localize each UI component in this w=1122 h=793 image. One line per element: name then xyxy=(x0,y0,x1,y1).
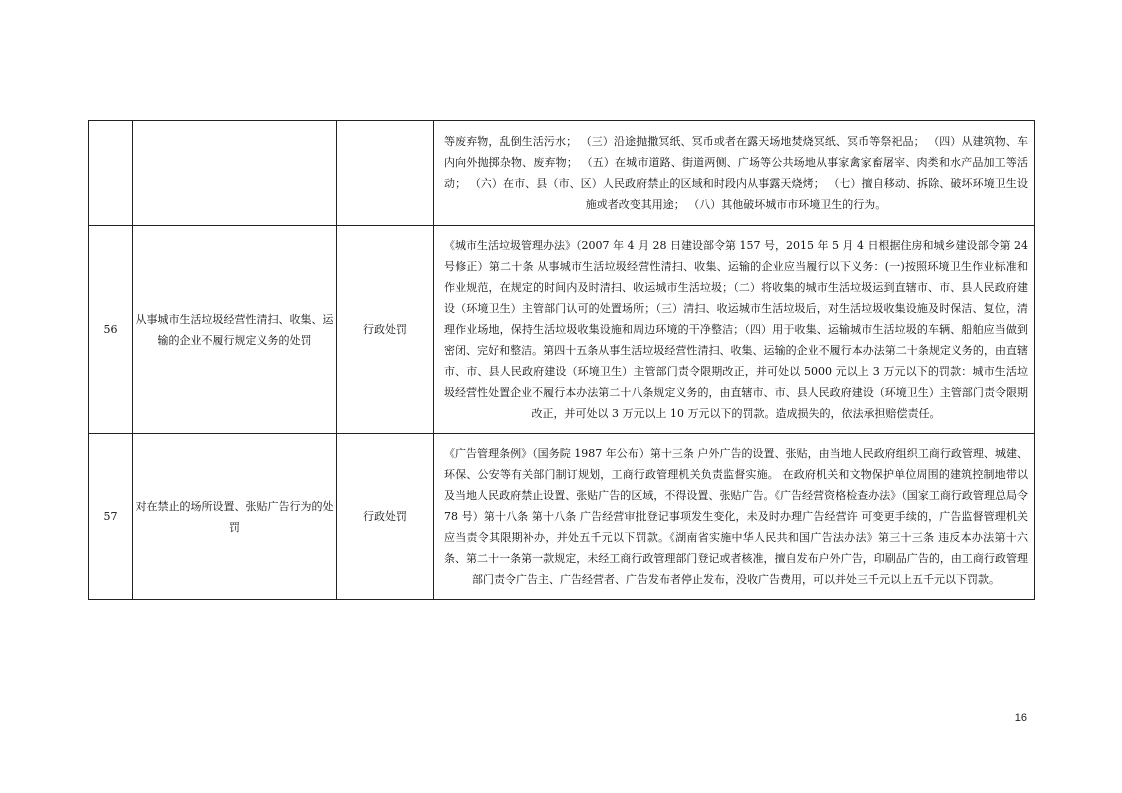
regulation-table xyxy=(88,120,1035,600)
page-number: 16 xyxy=(1014,712,1027,724)
legal-basis-text: 《广告管理条例》（国务院 1987 年公布）第十三条 户外广告的设置、张贴，由当地人民政府组织工商行政管理、城建、环保、公安等有关部门制订规划，工商行政管理机关负责监督实施。 在政府机关和文物保护单位周围的建筑控制地带以及当地人民政府禁止设置、张贴广告的区域，不得设置、张贴广告。《广告经营资格检查办法》（国家工商行政管理总局令 78 号）第十八条 第十八条 广告经营审批登记事项发生变化，未及时办理广告经营许 可变更手续的，广告监督管理机关应当责令其限期补办，并处五千元以下罚款。《湖南省实施中华人民共和国广告法办法》第三十三条 违反本办法第十六条、第二十一条第一款规定，未经工商行政管理部门登记或者核准，擅自发布户外广告，印刷品广告的，由工商行政管理部门责令广告主、广告经营者、广告发布者停止发布，没收广告费用，可以并处三千元以上五千元以下罚款。 xyxy=(444,447,1028,586)
row-number: 57 xyxy=(89,434,133,600)
item-name: 从事城市生活垃圾经营性清扫、收集、运输的企业不履行规定义务的处罚 xyxy=(133,226,337,434)
table-row xyxy=(89,121,1035,226)
item-type xyxy=(337,121,434,226)
legal-basis-cell xyxy=(434,434,1035,600)
table-row xyxy=(89,434,1035,600)
item-type: 行政处罚 xyxy=(337,434,434,600)
legal-basis-cell xyxy=(434,121,1035,226)
legal-basis-text: 等废弃物，乱倒生活污水； （三）沿途抛撒冥纸、冥币或者在露天场地焚烧冥纸、冥币等祭祀品； （四）从建筑物、车内向外抛掷杂物、废弃物； （五）在城市道路、街道两侧、广场等公共场地从事家禽家畜屠宰、肉类和水产品加工等活动； （六）在市、县（市、区）人民政府禁止的区域和时段内从事露天烧烤； （七）擅自移动、拆除、破坏环境卫生设施或者改变其用途； （八）其他破坏城市市环境卫生的行为。 xyxy=(444,135,1028,211)
item-name xyxy=(133,121,337,226)
item-type: 行政处罚 xyxy=(337,226,434,434)
legal-basis-text: 《城市生活垃圾管理办法》（2007 年 4 月 28 日建设部令第 157 号，2015 年 5 月 4 日根据住房和城乡建设部令第 24 号修正）第二十条 从事城市生活垃圾经营性清扫、收集、运输的企业应当履行以下义务：(一)按照环境卫生作业标准和作业规范，在规定的时间内及时清扫、收运城市生活垃圾；（二）将收集的城市生活垃圾运到直辖市、市、县人民政府建设（环境卫生）主管部门认可的处置场所；（三）清扫、收运城市生活垃圾后，对生活垃圾收集设施及时保洁、复位，清理作业场地，保持生活垃圾收集设施和周边环境的干净整洁；（四）用于收集、运输城市生活垃圾的车辆、船舶应当做到密闭、完好和整洁。第四十五条从事生活垃圾经营性清扫、收集、运输的企业不履行本办法第二十条规定义务的，由直辖市、市、县人民政府建设（环境卫生）主管部门责令限期改正，并可处以 5000 元以上 3 万元以下的罚款：城市生活垃圾经营性处置企业不履行本办法第二十八条规定义务的，由直辖市、市、县人民政府建设（环境卫生）主管部门责令限期改正，并可处以 3 万元以上 10 万元以下的罚款。造成损失的，依法承担赔偿责任。 xyxy=(444,239,1028,420)
item-name: 对在禁止的场所设置、张贴广告行为的处罚 xyxy=(133,434,337,600)
row-number: 56 xyxy=(89,226,133,434)
table-row xyxy=(89,226,1035,434)
legal-basis-cell xyxy=(434,226,1035,434)
row-number xyxy=(89,121,133,226)
